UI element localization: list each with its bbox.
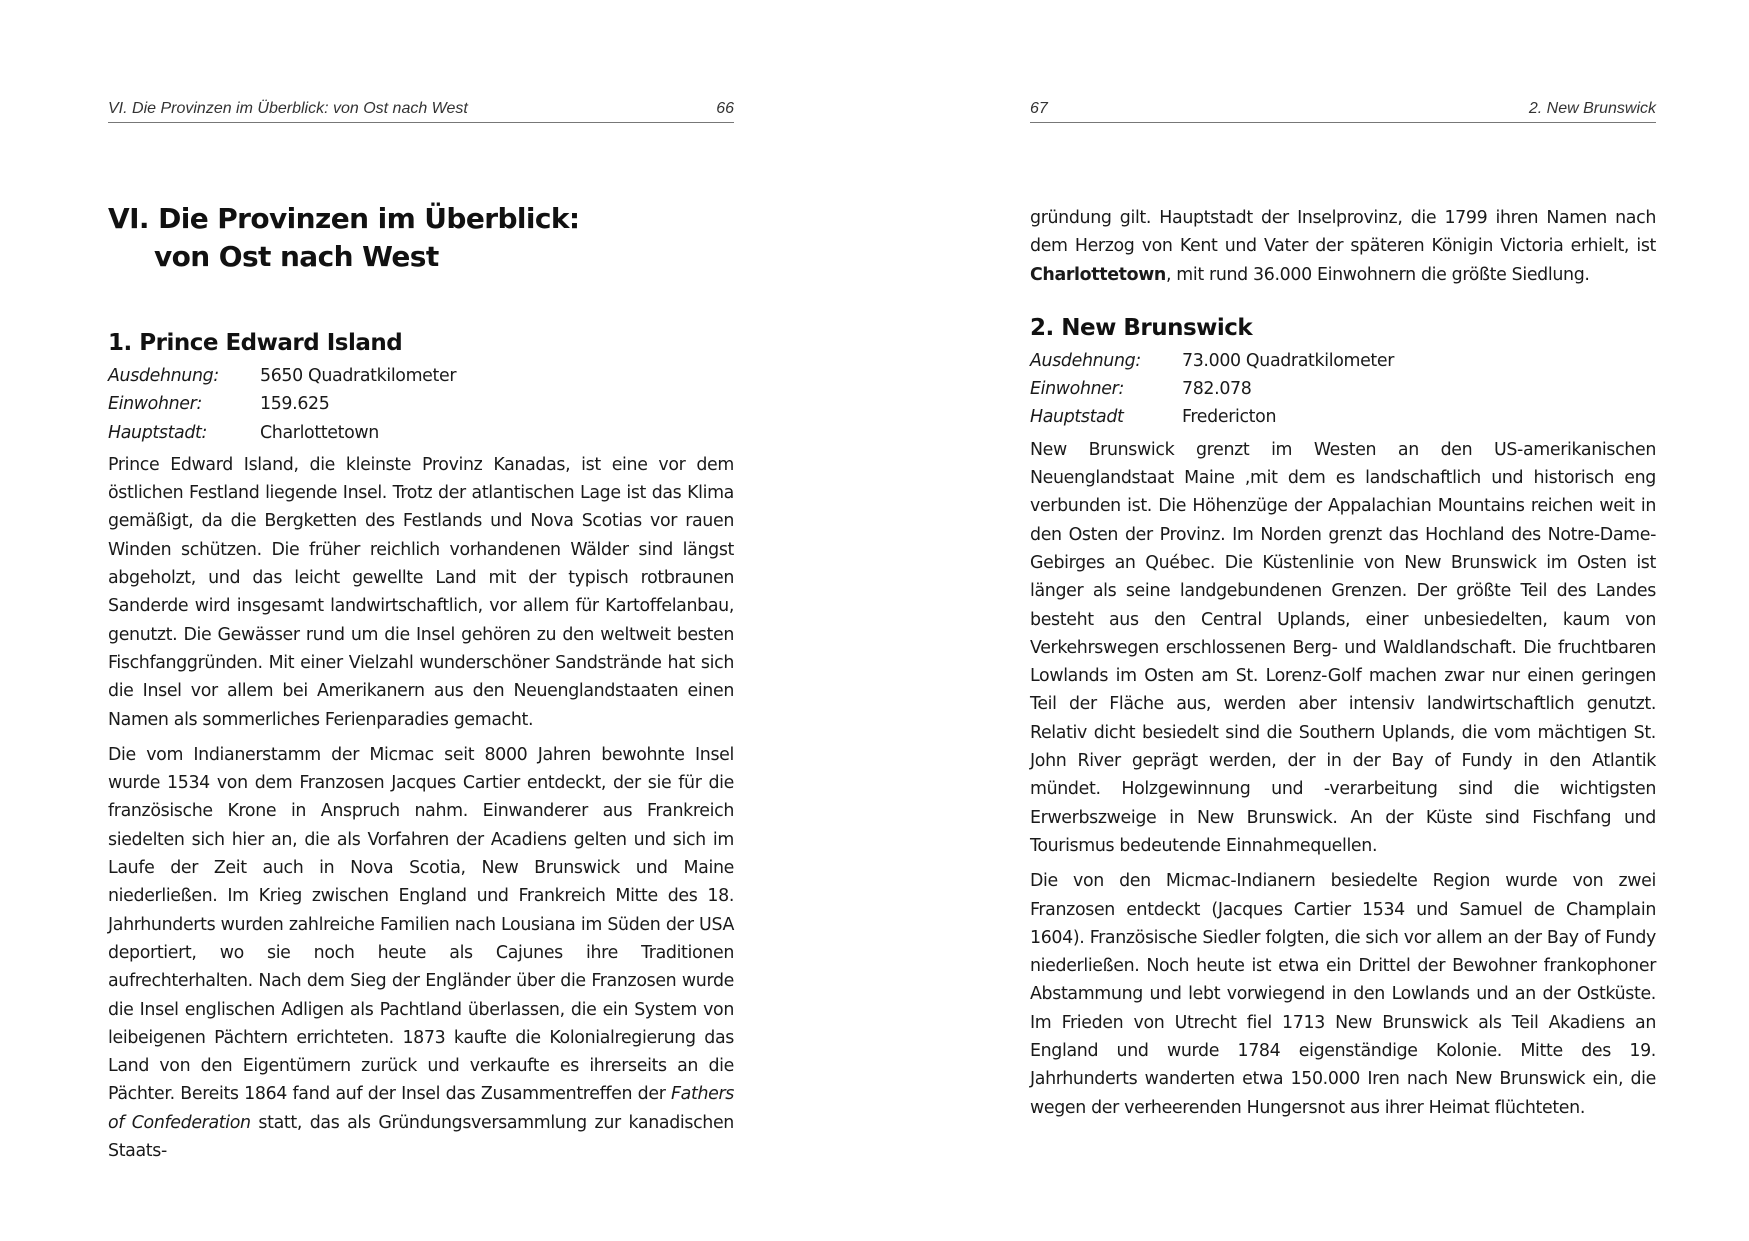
fact-value: 782.078 — [1182, 379, 1252, 400]
fact-label: Ausdehnung: — [1030, 350, 1141, 371]
fact-label: Einwohner: — [1030, 379, 1124, 400]
body-paragraph: Die von den Micmac-Indianern besiedelte Region wurde von zwei Franzosen entdeckt (Jacques Cartier 1534 und Samuel de Champlain 1604). Französische Siedler folgten, die sich vor allem an der Bay of Fundy niederließen. Noch heute ist etwa ein Drittel der Bewohner frankophoner Abstammung und lebt vorwiegend in den Lowlands und an der Ostküste. Im Frieden von Utrecht fiel 1713 New Brunswick als Teil Akadiens an England und wurde 1784 eigenständige Kolonie. Mitte des 19. Jahrhunderts wanderten etwa 150.000 Iren nach New Brunswick ein, die wegen der verheerenden Hungersnot aus ihrer Heimat flüchteten. — [1030, 871, 1656, 1118]
fact-label: Ausdehnung: — [108, 366, 219, 386]
fact-label: Hauptstadt — [1030, 407, 1124, 428]
paragraph-text: gründung gilt. Hauptstadt der Inselprovinz, die 1799 ihren Namen nach dem Herzog von Kent und Vater der späteren Königin Victoria erhielt, ist — [1030, 208, 1656, 257]
paragraph-text: , mit rund 36.000 Einwohnern die größte Siedlung. — [1165, 264, 1590, 285]
page-number: 67 — [1030, 100, 1048, 117]
running-head-title: VI. Die Provinzen im Überblick: von Ost nach West — [108, 100, 468, 117]
right-page-content — [1030, 204, 1656, 1129]
body-paragraph: New Brunswick grenzt im Westen an den US-amerikanischen Neuenglandstaat Maine ,mit dem es landschaftlich und historisch eng verbunden ist. Die Höhenzüge der Appalachian Mountains reichen weit in den Osten der Provinz. Im Norden grenzt das Hochland des Notre-Dame-Gebirges an Québec. Die Küstenlinie von New Brunswick im Osten ist länger als seine landgebundenen Grenzen. Der größte Teil des Landes besteht aus den Central Uplands, einer unbesiedelten, kaum von Verkehrswegen erschlossenen Berg- und Waldlandschaft. Die fruchtbaren Lowlands im Osten am St. Lorenz-Golf machen zwar nur einen geringen Teil der Fläche aus, werden aber intensiv landwirtschaftlich genutzt. Relativ dicht besiedelt sind die Southern Uplands, die vom mächtigen St. John River geprägt werden, der in der Bay of Fundy in den Atlantik mündet. Holzgewinnung und -verarbeitung sind die wichtigsten Erwerbszweige in New Brunswick. An der Küste sind Fischfang und Tourismus bedeutende Einnahmequellen. — [1030, 439, 1656, 856]
fact-row — [1030, 375, 1656, 403]
fact-value: 5650 Quadratkilometer — [260, 366, 457, 386]
fact-row — [1030, 347, 1656, 375]
fact-row — [108, 362, 734, 390]
fact-label: Hauptstadt: — [108, 422, 208, 443]
right-page — [1030, 0, 1656, 1241]
facts-table-pei — [108, 362, 734, 447]
left-page — [108, 0, 734, 1241]
body-paragraph: Prince Edward Island, die kleinste Provinz Kanadas, ist eine vor dem östlichen Festland liegende Insel. Trotz der atlantischen Lage ist das Klima gemäßigt, da die Bergketten des Festlands und Nova Scotias vor rauen Winden schützen. Die früher reichlich vorhandenen Wälder sind längst abgeholzt, und das leicht gewellte Land mit der typisch rotbraunen Sanderde wird insgesamt landwirtschaftlich, vor allem für Kartoffelanbau, genutzt. Die Gewässer rund um die Insel gehören zu den weltweit besten Fischfanggründen. Mit einer Vielzahl wunderschöner Sandstrände hat sich die Insel vor allem bei Amerikanern aus den Neuenglandstaaten einen Namen als sommerliches Ferienparadies gemacht. — [108, 454, 734, 730]
body-paragraph — [108, 741, 734, 1165]
facts-table-new-brunswick — [1030, 347, 1656, 432]
chapter-title-line2: von Ost nach West — [154, 240, 439, 273]
right-running-head — [1030, 98, 1656, 123]
italic-term: Fathers of Confederation — [108, 1084, 734, 1133]
fact-value: 159.625 — [260, 394, 330, 415]
left-page-content — [108, 200, 734, 1172]
fact-row — [108, 419, 734, 447]
section-title-new-brunswick: 2. New Brunswick — [1030, 314, 1253, 341]
fact-label: Einwohner: — [108, 394, 202, 415]
left-running-head — [108, 98, 734, 123]
paragraph-text: Die vom Indianerstamm der Micmac seit 8000 Jahren bewohnte Insel wurde 1534 von dem Franzosen Jacques Cartier entdeckt, der sie für die französische Krone in Anspruch nahm. Einwanderer aus Frankreich siedelten sich hier an, die als Vorfahren der Acadiens gelten und sich im Laufe der Zeit auch in Nova Scotia, New Brunswick und Maine niederließen. Im Krieg zwischen England und Frankreich Mitte des 18. Jahrhunderts wurden zahlreiche Familien nach Lousiana im Süden der USA deportiert, wo sie noch heute als Cajunes ihre Traditionen aufrechterhalten. Nach dem Sieg der Engländer über die Franzosen wurde die Insel englischen Adligen als Pachtland überlassen, die ein System von leibeigenen Pächtern errichteten. 1873 kaufte die Kolonialregierung das Land von den Eigentümern zurück und verkaufte es ihrerseits an die Pächter. Bereits 1864 fand auf der Insel das Zusammentreffen der — [108, 744, 734, 1105]
chapter-title — [108, 200, 734, 276]
bold-term: Charlottetown — [1030, 264, 1166, 285]
fact-row — [1030, 403, 1656, 431]
chapter-title-line1: VI. Die Provinzen im Überblick: — [108, 202, 580, 235]
page-number: 66 — [716, 100, 734, 117]
section-title-pei: 1. Prince Edward Island — [108, 330, 403, 356]
running-head-title: 2. New Brunswick — [1528, 100, 1656, 117]
fact-value: 73.000 Quadratkilometer — [1182, 350, 1395, 371]
continuation-paragraph — [1030, 204, 1656, 289]
fact-row — [108, 390, 734, 418]
fact-value: Charlottetown — [260, 422, 379, 443]
fact-value: Fredericton — [1182, 407, 1277, 428]
paragraph-text: statt, das als Gründungsversammlung zur kanadischen Staats- — [108, 1112, 734, 1162]
